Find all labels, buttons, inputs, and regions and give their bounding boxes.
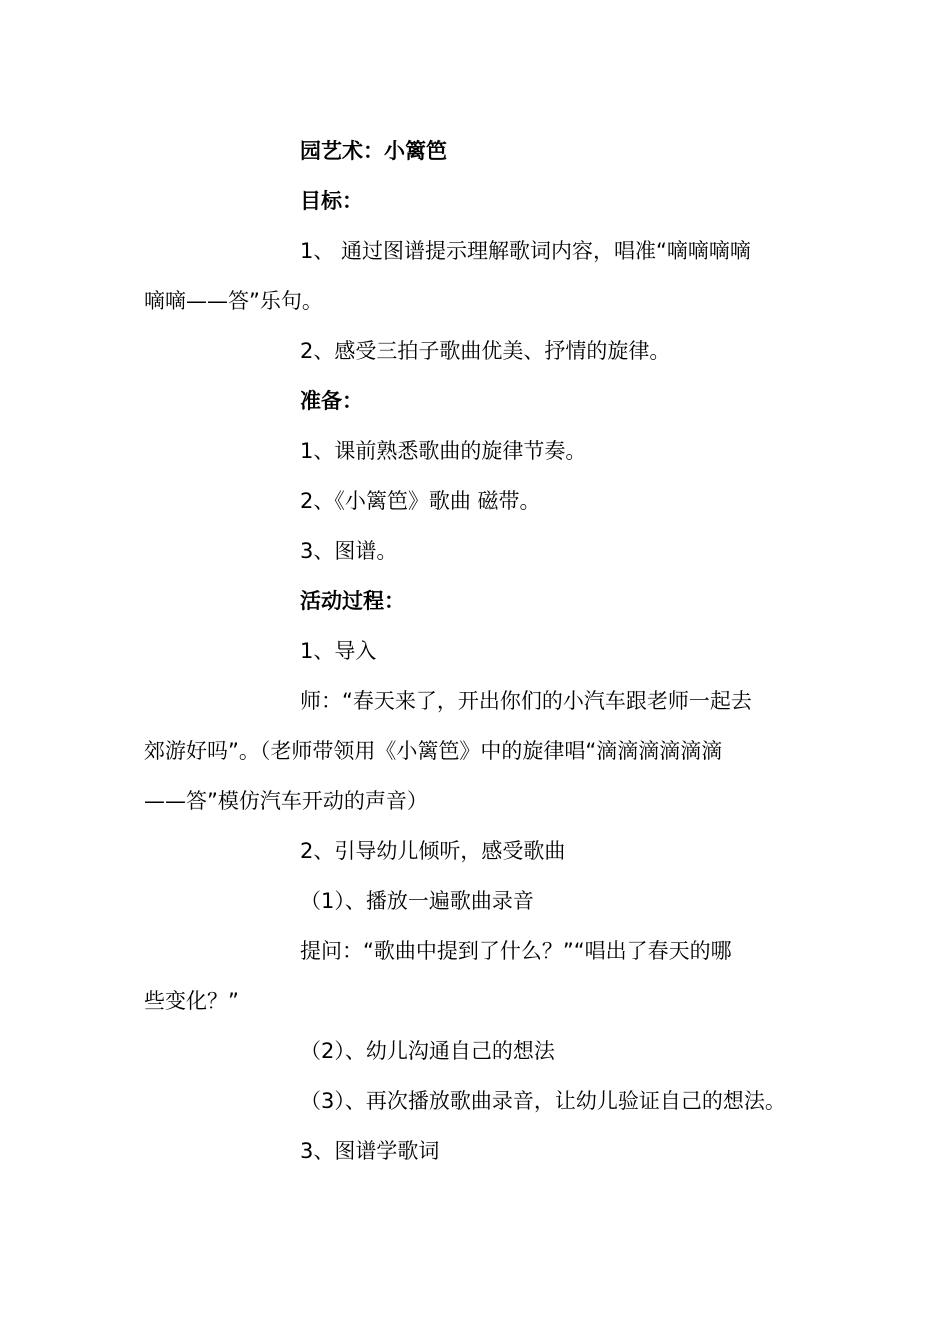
goal-2: 2、感受三拍子歌曲优美、抒情的旋律。 — [300, 339, 671, 363]
step-2: 2、引导幼儿倾听，感受歌曲 — [300, 839, 566, 863]
prep-item-1: 1、课前熟悉歌曲的旋律节奏。 — [300, 439, 587, 463]
prep-heading: 准备： — [300, 389, 363, 413]
question-line-1: 提问：“歌曲中提到了什么？”“唱出了春天的哪 — [300, 939, 732, 963]
question-line-2: 些变化？” — [144, 989, 239, 1013]
teacher-line-1: 师：“春天来了，开出你们的小汽车跟老师一起去 — [300, 689, 752, 713]
prep-item-2: 2、《小篱笆》歌曲 磁带。 — [300, 489, 541, 513]
step-3: 3、图谱学歌词 — [300, 1139, 440, 1163]
step-1: 1、导入 — [300, 639, 377, 663]
document-title: 园艺术：小篱笆 — [300, 139, 447, 163]
goals-heading: 目标： — [300, 189, 363, 213]
process-heading: 活动过程： — [300, 589, 405, 613]
goal-1-line-1: 1、 通过图谱提示理解歌词内容，唱准“嘀嘀嘀嘀 — [300, 239, 751, 263]
sub-step-1: （1）、播放一遍歌曲录音 — [300, 889, 534, 913]
teacher-line-2: 郊游好吗”。（老师带领用《小篱笆》中的旋律唱“滴滴滴滴滴滴 — [144, 739, 723, 763]
prep-item-3: 3、图谱。 — [300, 539, 398, 563]
sub-step-2: （2）、幼儿沟通自己的想法 — [300, 1039, 555, 1063]
teacher-line-3: ——答”模仿汽车开动的声音） — [144, 789, 428, 813]
sub-step-3: （3）、再次播放歌曲录音，让幼儿验证自己的想法。 — [300, 1089, 786, 1113]
goal-1-line-2: 嘀嘀——答”乐句。 — [144, 289, 323, 313]
